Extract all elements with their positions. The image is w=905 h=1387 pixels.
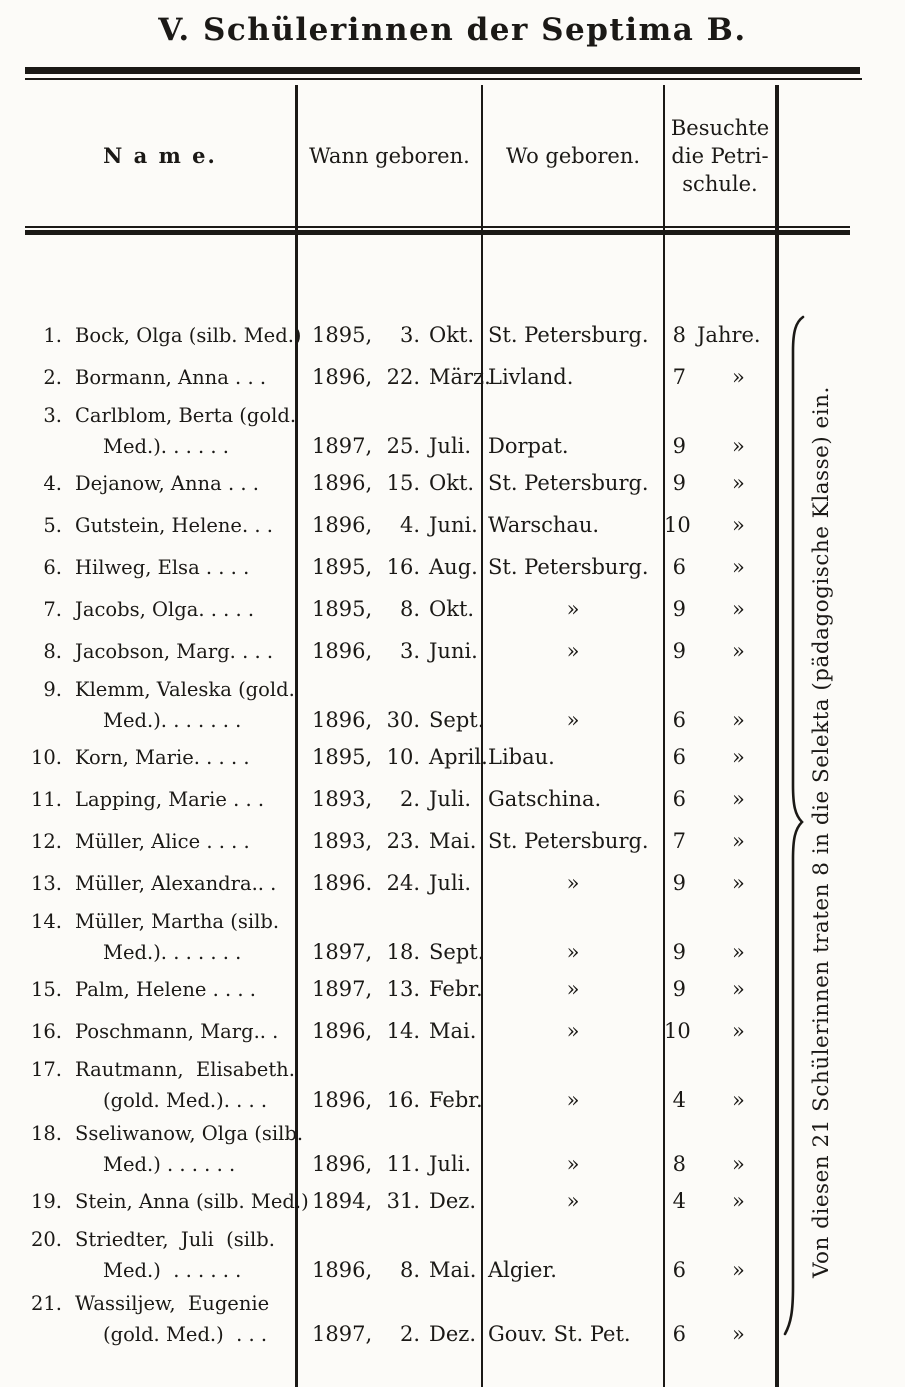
birth-month: Okt. [429,470,475,495]
student-name: Palm, Helene . . . . [75,977,257,1001]
birth-month: Juli. [429,1152,472,1176]
years-attended-value: 6 [672,1322,686,1346]
birth-day: 23. [386,828,420,853]
birth-month: Sept. [429,708,485,732]
birth-day: 30. [386,708,420,732]
row-number: 18. [30,1122,62,1145]
birth-year: 1897, [312,434,373,458]
birth-month: Sept. [429,940,485,964]
birth-month: Dez. [429,1322,477,1346]
table-row [25,736,777,778]
page-title: V. Schülerinnen der Septima B. [158,12,747,48]
years-attended-unit: » [732,940,745,964]
name-cell [25,826,296,857]
name-cell [25,510,296,541]
row-number: 8. [43,639,62,663]
years-attended-cell [664,594,777,625]
attended-header-line3: schule. [682,171,758,196]
birth-year: 1895, [312,554,373,579]
birth-day: 15. [386,470,420,495]
name-cell [25,868,296,899]
birth-month: Juni. [429,638,478,663]
name-cell [25,974,296,1005]
years-attended-unit: Jahre. [697,322,761,347]
birth-year: 1896, [312,512,373,537]
student-name: Bormann, Anna . . . [75,365,267,389]
years-attended-unit: » [732,512,745,537]
table-body [25,314,777,1350]
birth-month: Juli. [429,434,472,458]
birth-place-cell: Warschau. [488,512,600,537]
table-row [25,1010,777,1052]
years-attended-unit: » [732,364,745,389]
column-header-born-when: Wann geboren. [309,143,470,168]
birth-date-cell [296,320,482,351]
table-row [25,778,777,820]
birth-place-cell: » [566,1188,580,1213]
birth-month: April. [429,744,488,769]
birth-day: 11. [386,1152,420,1176]
student-name: Rautmann, Elisabeth. [75,1058,295,1081]
name-cell [25,1224,296,1286]
table-row [25,504,777,546]
student-name-continued: Med.). . . . . . . [103,941,242,964]
years-attended-value: 10 [664,512,691,537]
years-attended-value: 9 [672,870,686,895]
years-attended-unit: » [732,1188,745,1213]
name-cell [25,594,296,625]
table-row [25,1052,777,1116]
years-attended-value: 4 [672,1088,686,1112]
birth-date-cell [296,868,482,899]
row-number: 7. [43,597,62,621]
years-attended-cell [664,468,777,499]
row-number: 6. [43,555,62,579]
birth-year: 1896, [312,364,373,389]
years-attended-cell [664,1255,777,1286]
student-name: Jacobson, Marg. . . . [75,639,274,663]
years-attended-value: 7 [672,364,686,389]
table-row [25,588,777,630]
years-attended-value: 9 [672,434,686,458]
top-rule-thick [25,67,860,74]
grouping-brace-icon [782,315,808,1337]
birth-month: Febr. [429,1088,483,1112]
birth-month: Febr. [429,976,483,1001]
birth-month: Okt. [429,596,475,621]
header-separator-thin [25,226,850,228]
table-row [25,462,777,504]
table-row [25,862,777,904]
row-number: 5. [43,513,62,537]
birth-year: 1897, [312,940,373,964]
row-number: 14. [30,910,62,933]
table-row [25,546,777,588]
birth-date-cell [296,1085,482,1116]
birth-place-cell: St. Petersburg. [488,322,649,347]
birth-year: 1896, [312,1258,373,1282]
years-attended-cell [664,320,777,351]
name-cell [25,674,296,736]
years-attended-value: 7 [672,828,686,853]
column-header-attended-school [665,85,775,226]
years-attended-cell [664,1016,777,1047]
birth-place-cell: St. Petersburg. [488,554,649,579]
years-attended-unit: » [732,554,745,579]
birth-month: Okt. [429,322,475,347]
birth-day: 3. [399,322,420,347]
birth-date-cell [296,784,482,815]
row-number: 3. [43,404,62,427]
birth-day: 3. [399,638,420,663]
years-attended-cell [664,636,777,667]
name-cell [25,1054,296,1116]
years-attended-cell [664,1149,777,1180]
row-number: 15. [30,977,62,1001]
birth-date-cell [296,742,488,773]
birth-place-cell: Livland. [488,364,574,389]
table-row [25,314,777,356]
student-name: Wassiljew, Eugenie [75,1292,270,1315]
birth-date-cell [296,636,482,667]
birth-year: 1896, [312,1152,373,1176]
years-attended-value: 10 [664,1018,691,1043]
years-attended-value: 9 [672,638,686,663]
birth-place-cell: St. Petersburg. [488,828,649,853]
table-row [25,356,777,398]
student-name: Jacobs, Olga. . . . . [75,597,255,621]
birth-day: 8. [399,596,420,621]
years-attended-cell [664,1319,777,1350]
student-name-continued: Med.). . . . . . [103,435,229,458]
student-name: Stein, Anna (silb. Med.) [75,1189,309,1213]
name-cell [25,1016,296,1047]
birth-year: 1896. [312,870,373,895]
birth-place-cell: » [566,870,580,895]
table-row [25,1180,777,1222]
birth-month: Aug. [429,554,478,579]
birth-date-cell [296,1016,482,1047]
birth-day: 4. [399,512,420,537]
name-cell [25,636,296,667]
row-number: 2. [43,365,62,389]
row-number: 21. [30,1292,62,1315]
years-attended-value: 4 [672,1188,686,1213]
birth-year: 1893, [312,786,373,811]
student-name: Gutstein, Helene. . . [75,513,273,537]
row-number: 9. [43,678,62,701]
student-name: Korn, Marie. . . . . [75,745,250,769]
birth-year: 1895, [312,744,373,769]
birth-day: 24. [386,870,420,895]
birth-year: 1895, [312,322,373,347]
birth-place-cell: Algier. [488,1258,557,1282]
birth-day: 18. [386,940,420,964]
years-attended-value: 9 [672,596,686,621]
table-row [25,672,777,736]
name-cell [25,1288,296,1350]
name-cell [25,468,296,499]
birth-date-cell [296,705,485,736]
years-attended-cell [664,784,777,815]
birth-year: 1896, [312,1018,373,1043]
birth-place-cell: Dorpat. [488,434,569,458]
birth-day: 16. [386,1088,420,1112]
name-cell [25,906,296,968]
birth-date-cell [296,826,482,857]
attended-header-line2: die Petri- [671,143,769,168]
student-name: Bock, Olga (silb. Med.) [75,323,302,347]
row-number: 17. [30,1058,62,1081]
birth-year: 1896, [312,470,373,495]
name-cell [25,1118,304,1180]
row-number: 16. [30,1019,62,1043]
birth-day: 2. [399,1322,420,1346]
birth-month: Mai. [429,828,477,853]
column-header-name: N a m e. [103,143,217,168]
years-attended-unit: » [732,786,745,811]
student-name: Striedter, Juli (silb. [75,1228,275,1251]
birth-place-cell: » [566,596,580,621]
student-name-continued: Med.) . . . . . . [103,1153,236,1176]
birth-date-cell [296,974,482,1005]
years-attended-value: 6 [672,786,686,811]
years-attended-unit: » [732,976,745,1001]
birth-year: 1897, [312,1322,373,1346]
student-name-continued: Med.) . . . . . . [103,1259,242,1282]
years-attended-unit: » [732,1088,745,1112]
table-row [25,630,777,672]
birth-month: Juli. [429,786,472,811]
row-number: 1. [43,323,62,347]
name-cell [25,400,296,462]
birth-day: 14. [386,1018,420,1043]
birth-year: 1896, [312,638,373,663]
student-name: Müller, Alice . . . . [75,829,250,853]
row-number: 12. [30,829,62,853]
student-name: Sseliwanow, Olga (silb. [75,1122,304,1145]
row-number: 13. [30,871,62,895]
student-name-continued: (gold. Med.). . . . [103,1089,268,1112]
years-attended-value: 6 [672,554,686,579]
name-cell [25,742,296,773]
birth-date-cell [296,1186,482,1217]
birth-day: 13. [386,976,420,1001]
years-attended-cell [664,974,777,1005]
years-attended-unit: » [732,1322,745,1346]
student-name-continued: (gold. Med.) . . . [103,1323,268,1346]
birth-date-cell [296,362,491,393]
birth-place-cell: » [566,708,580,732]
years-attended-unit: » [732,708,745,732]
birth-date-cell [296,431,482,462]
row-number: 11. [30,787,62,811]
table-row [25,968,777,1010]
birth-place-cell: » [566,1018,580,1043]
birth-day: 22. [386,364,420,389]
birth-place-cell: Libau. [488,744,555,769]
years-attended-cell [664,552,777,583]
side-annotation: Von diesen 21 Schülerinnen traten 8 in die Selekta (pädagogische Klasse) ein. [809,386,834,1278]
birth-place-cell: St. Petersburg. [488,470,649,495]
years-attended-cell [664,1186,777,1217]
birth-place-cell: Gouv. St. Pet. [488,1322,631,1346]
years-attended-cell [664,1085,777,1116]
birth-day: 2. [399,786,420,811]
birth-date-cell [296,594,482,625]
table-row [25,1116,777,1180]
birth-month: März. [429,364,491,389]
birth-month: Dez. [429,1188,477,1213]
name-cell [25,552,296,583]
birth-day: 8. [399,1258,420,1282]
years-attended-cell [664,937,777,968]
birth-date-cell [296,552,482,583]
years-attended-unit: » [732,1258,745,1282]
years-attended-cell [664,742,777,773]
years-attended-unit: » [732,638,745,663]
birth-date-cell [296,468,482,499]
birth-year: 1896, [312,708,373,732]
years-attended-cell [664,510,777,541]
years-attended-value: 9 [672,470,686,495]
name-cell [25,1186,309,1217]
years-attended-unit: » [732,828,745,853]
row-number: 20. [30,1228,62,1251]
years-attended-value: 6 [672,708,686,732]
birth-year: 1897, [312,976,373,1001]
top-rule-thin [25,78,862,80]
years-attended-value: 8 [672,322,686,347]
birth-place-cell: » [566,1152,580,1176]
birth-month: Mai. [429,1258,477,1282]
birth-place-cell: » [566,638,580,663]
table-row [25,904,777,968]
years-attended-value: 9 [672,976,686,1001]
years-attended-cell [664,431,777,462]
years-attended-unit: » [732,744,745,769]
birth-year: 1895, [312,596,373,621]
birth-place-cell: » [566,940,580,964]
birth-date-cell [296,1149,482,1180]
birth-date-cell [296,1319,482,1350]
student-name: Lapping, Marie . . . [75,787,265,811]
student-name: Hilweg, Elsa . . . . [75,555,250,579]
years-attended-unit: » [732,434,745,458]
table-row [25,1286,777,1350]
birth-month: Juni. [429,512,478,537]
birth-year: 1896, [312,1088,373,1112]
years-attended-unit: » [732,470,745,495]
attended-header-line1: Besuchte [670,115,770,140]
years-attended-value: 9 [672,940,686,964]
name-cell [25,784,296,815]
name-cell [25,362,296,393]
birth-place-cell: » [566,976,580,1001]
birth-date-cell [296,937,485,968]
student-name: Müller, Alexandra.. . [75,871,277,895]
years-attended-cell [664,705,777,736]
student-name: Dejanow, Anna . . . [75,471,259,495]
birth-day: 10. [386,744,420,769]
birth-date-cell [296,510,482,541]
student-name: Poschmann, Marg.. . [75,1019,279,1043]
name-cell [25,320,302,351]
birth-day: 16. [386,554,420,579]
column-header-born-where: Wo geboren. [505,143,641,168]
birth-month: Juli. [429,870,472,895]
birth-year: 1894, [312,1188,373,1213]
years-attended-unit: » [732,1018,745,1043]
years-attended-value: 6 [672,744,686,769]
years-attended-unit: » [732,870,745,895]
years-attended-value: 6 [672,1258,686,1282]
birth-place-cell: Gatschina. [488,786,602,811]
years-attended-cell [664,826,777,857]
years-attended-cell [664,868,777,899]
student-name: Carlblom, Berta (gold. [75,404,297,427]
table-row [25,1222,777,1286]
years-attended-value: 8 [672,1152,686,1176]
birth-month: Mai. [429,1018,477,1043]
birth-day: 31. [386,1188,420,1213]
student-name-continued: Med.). . . . . . . [103,709,242,732]
header-separator-thick [25,230,850,235]
table-row [25,398,777,462]
student-name: Müller, Martha (silb. [75,910,280,933]
row-number: 4. [43,471,62,495]
years-attended-cell [664,362,777,393]
row-number: 19. [30,1189,62,1213]
birth-date-cell [296,1255,482,1286]
row-number: 10. [30,745,62,769]
birth-year: 1893, [312,828,373,853]
birth-place-cell: » [566,1088,580,1112]
years-attended-unit: » [732,596,745,621]
student-name: Klemm, Valeska (gold. [75,678,295,701]
years-attended-unit: » [732,1152,745,1176]
table-row [25,820,777,862]
birth-day: 25. [386,434,420,458]
